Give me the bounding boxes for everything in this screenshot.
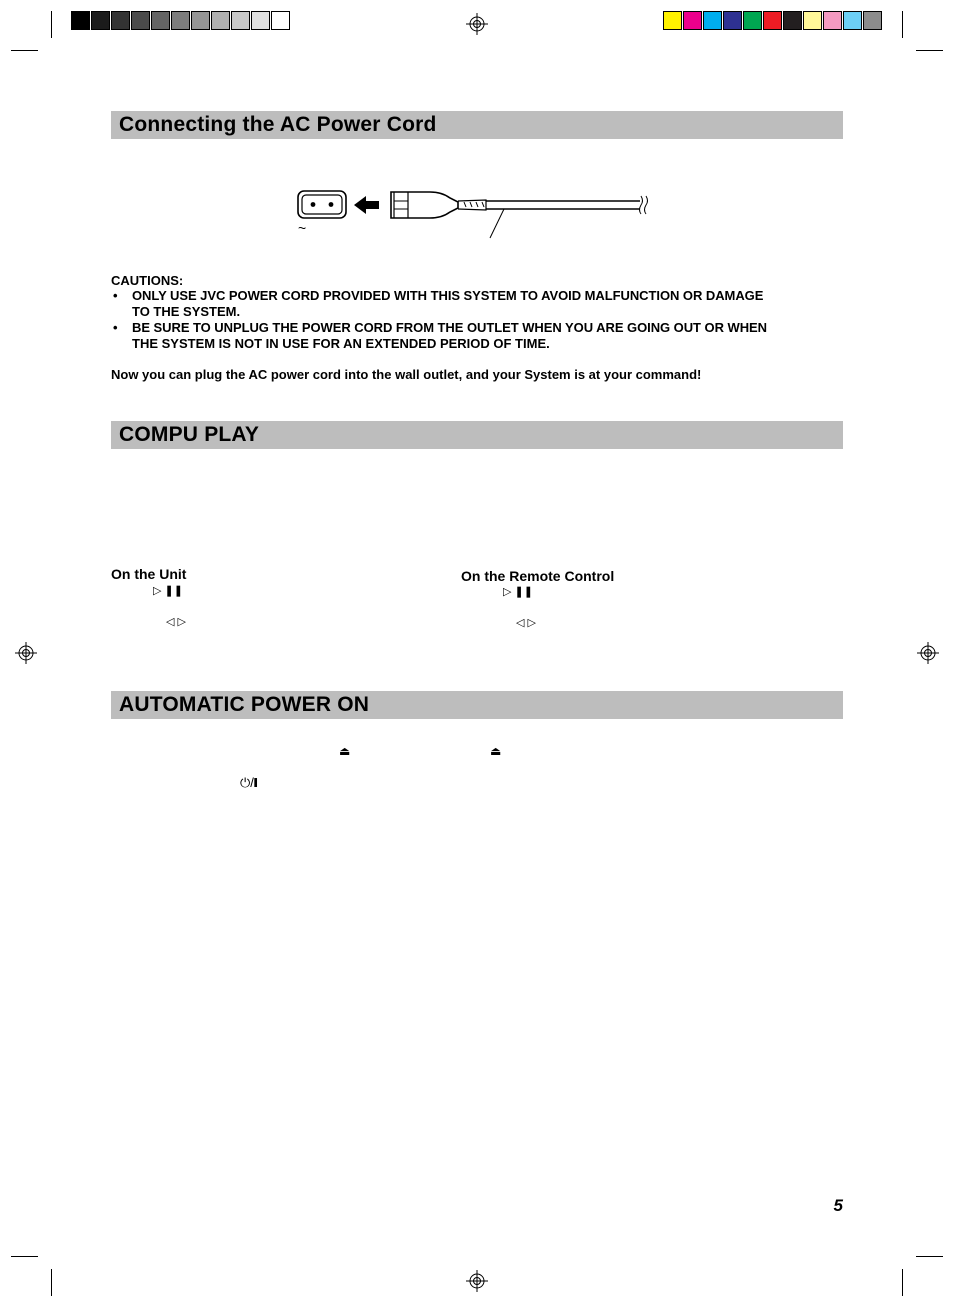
unit-skip-icon: ◁ ▷ xyxy=(166,616,186,628)
eject-icon-2: ⏏ xyxy=(490,744,502,758)
color-swatch xyxy=(763,11,782,30)
registration-mark-right xyxy=(917,642,939,664)
color-swatch xyxy=(271,11,290,30)
gray-calibration-bar xyxy=(71,11,291,30)
remote-skip-icon: ◁ ▷ xyxy=(516,617,536,629)
color-swatch xyxy=(151,11,170,30)
standby-power-icon: ⏻/❙ xyxy=(240,775,258,790)
bullet-2: • xyxy=(113,320,118,335)
color-swatch xyxy=(803,11,822,30)
color-swatch xyxy=(783,11,802,30)
plug-icon xyxy=(391,192,458,218)
eject-icon-1: ⏏ xyxy=(339,744,351,758)
color-swatch xyxy=(171,11,190,30)
color-swatch xyxy=(823,11,842,30)
cautions-heading: CAUTIONS: xyxy=(111,273,184,288)
registration-mark-left xyxy=(15,642,37,664)
color-swatch xyxy=(703,11,722,30)
color-swatch xyxy=(251,11,270,30)
color-swatch xyxy=(843,11,862,30)
bullet-1: • xyxy=(113,288,118,303)
section-title: Connecting the AC Power Cord xyxy=(119,113,437,136)
section-header-ac-power xyxy=(111,111,843,139)
color-swatch xyxy=(683,11,702,30)
plug-in-note: Now you can plug the AC power cord into the wall outlet, and your System is at your command! xyxy=(111,367,702,382)
section-header-auto-power xyxy=(111,691,843,719)
color-swatch xyxy=(211,11,230,30)
color-swatch xyxy=(191,11,210,30)
page-number: 5 xyxy=(833,1196,843,1215)
on-the-remote-heading: On the Remote Control xyxy=(461,568,615,584)
color-swatch xyxy=(231,11,250,30)
arrow-left-icon xyxy=(354,196,379,214)
unit-play-pause-icon: ▷ ❚❚ xyxy=(153,585,183,597)
color-swatch xyxy=(663,11,682,30)
caution-1-line-2: TO THE SYSTEM. xyxy=(132,304,241,319)
caution-1-line-1: ONLY USE JVC POWER CORD PROVIDED WITH THIS SYSTEM TO AVOID MALFUNCTION OR DAMAGE xyxy=(132,288,764,303)
color-swatch xyxy=(111,11,130,30)
color-swatch xyxy=(71,11,90,30)
color-swatch xyxy=(743,11,762,30)
color-calibration-bar xyxy=(663,11,883,30)
section-header-compu-play xyxy=(111,421,843,449)
section-title: COMPU PLAY xyxy=(119,423,260,446)
color-swatch xyxy=(863,11,882,30)
ac-symbol: ~ xyxy=(298,220,307,236)
power-cord-diagram xyxy=(290,180,660,240)
color-swatch xyxy=(131,11,150,30)
caution-2-line-2: THE SYSTEM IS NOT IN USE FOR AN EXTENDED PERIOD OF TIME. xyxy=(132,336,550,351)
caution-2-line-1: BE SURE TO UNPLUG THE POWER CORD FROM THE OUTLET WHEN YOU ARE GOING OUT OR WHEN xyxy=(132,320,767,335)
registration-mark-bottom xyxy=(466,1270,488,1292)
color-swatch xyxy=(91,11,110,30)
remote-play-pause-icon: ▷ ❚❚ xyxy=(503,586,533,598)
section-title: AUTOMATIC POWER ON xyxy=(119,693,370,716)
color-swatch xyxy=(723,11,742,30)
on-the-unit-heading: On the Unit xyxy=(111,566,187,582)
registration-mark-top xyxy=(466,13,488,35)
